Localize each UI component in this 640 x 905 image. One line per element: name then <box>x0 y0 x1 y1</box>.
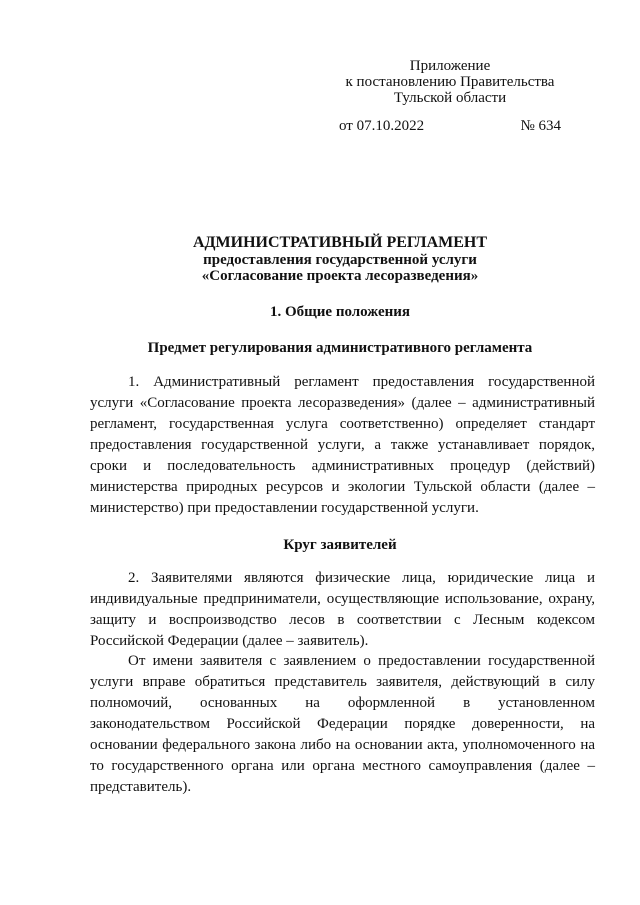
section-heading-general: 1. Общие положения <box>269 304 411 320</box>
appendix-line-1: Приложение <box>409 58 491 74</box>
title-subtitle-2: «Согласование проекта лесоразведения» <box>201 268 479 284</box>
title-main: АДМИНИСТРАТИВНЫЙ РЕГЛАМЕНТ <box>192 234 488 251</box>
paragraph-3: От имени заявителя с заявлением о предоставлении государственной услуги вправе обратиться представитель заявителя, действующий в силу полномочий, основанных на оформленной в установленном законодательством Российской Федерации порядке доверенности, на основании федерального закона либо на основании акта, уполномоченного на то государственного органа или органа местного самоуправления (далее – представитель). <box>90 653 595 795</box>
title-subtitle-1: предоставления государственной услуги <box>203 252 477 268</box>
appendix-line-3: Тульской области <box>393 90 507 106</box>
paragraph-1: 1. Административный регламент предоставления государственной услуги «Согласование проекта лесоразведения» (далее – административный регламент, государственная услуга соответственно) определяет стандарт предоставления государственной услуги, а также устанавливает порядок, сроки и последовательность административных процедур (действий) министерства природных ресурсов и экологии Тульской области (далее – министерство) при предоставлении государственной услуги. <box>90 374 595 516</box>
decree-number: № 634 <box>520 118 561 134</box>
subsection-heading-subject: Предмет регулирования административного регламента <box>147 340 533 356</box>
subsection-heading-applicants: Круг заявителей <box>283 537 397 553</box>
appendix-line-2: к постановлению Правительства <box>345 74 555 90</box>
paragraph-2: 2. Заявителями являются физические лица, юридические лица и индивидуальные предприниматели, осуществляющие использование, охрану, защиту и воспроизводство лесов в соответствии с Лесным кодексом Российской Федерации (далее – заявитель). <box>90 570 595 649</box>
appendix-block <box>330 58 570 106</box>
document-title <box>90 233 590 284</box>
decree-date: от 07.10.2022 <box>339 118 425 134</box>
